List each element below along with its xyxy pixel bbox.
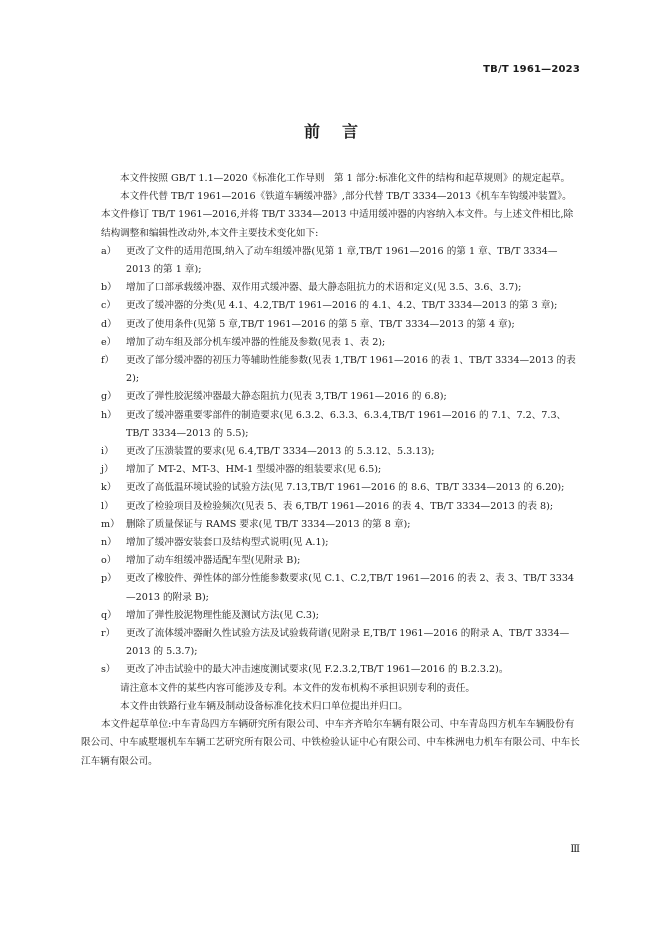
change-item-text: 增加了动车组及部分机车缓冲器的性能及参数(见表 1、表 2); — [126, 336, 386, 348]
technical-changes-list — [101, 243, 581, 680]
change-item — [101, 534, 581, 552]
change-item-label: r） — [101, 628, 116, 640]
change-item-text: 更改了缓冲器重要零部件的制造要求(见 6.3.2、6.3.3、6.3.4,TB/T 1961—2016 的 7.1、7.2、7.3、TB/T 3334—2013 的 5.5); — [126, 409, 567, 439]
change-item — [101, 334, 581, 352]
change-item-label: s） — [101, 664, 116, 676]
change-item — [101, 407, 581, 443]
change-item-text: 更改了冲击试验中的最大冲击速度测试要求(见 F.2.3.2,TB/T 1961—2016 的 B.2.3.2)。 — [126, 664, 509, 676]
change-item-label: a） — [101, 245, 117, 257]
change-item — [101, 625, 581, 661]
change-item — [101, 479, 581, 497]
change-item-label: l） — [101, 500, 114, 512]
proposing-unit: 本文件由铁路行业车辆及制动设备标准化技术归口单位提出并归口。 — [120, 700, 408, 712]
change-item-label: e） — [101, 336, 117, 348]
change-item-label: f） — [101, 355, 115, 367]
change-item-text: 增加了动车组缓冲器适配车型(见附录 B); — [126, 555, 301, 567]
change-item — [101, 297, 581, 315]
change-item-label: m） — [101, 518, 120, 530]
foreword-body — [81, 170, 581, 771]
change-item-label: d） — [101, 318, 117, 330]
change-item — [101, 461, 581, 479]
change-item — [101, 498, 581, 516]
change-item-text: 增加了缓冲器安装套口及结构型式说明(见 A.1); — [126, 537, 329, 549]
change-item-label: h） — [101, 409, 117, 421]
change-item-label: b） — [101, 282, 117, 294]
change-item-label: i） — [101, 446, 114, 458]
change-item-text: 更改了缓冲器的分类(见 4.1、4.2,TB/T 1961—2016 的 4.1、4.2、TB/T 3334—2013 的第 3 章); — [126, 300, 558, 312]
change-item-text: 更改了使用条件(见第 5 章,TB/T 1961—2016 的第 5 章、TB/T 3334—2013 的第 4 章); — [126, 318, 515, 330]
intro-paragraph-2: 本文件代替 TB/T 1961—2016《铁道车辆缓冲器》,部分代替 TB/T 3334—2013《机车车钩缓冲装置》。本文件修订 TB/T 1961—2016,并将 TB/T 3334—2013 中适用缓冲器的内容纳入本文件。与上述文件相比,除结构调整和编辑性改动外,本文件主要技术变化如下: — [101, 191, 574, 239]
patent-notice: 请注意本文件的某些内容可能涉及专利。本文件的发布机构不承担识别专利的责任。 — [120, 682, 475, 694]
change-item-label: o） — [101, 555, 117, 567]
change-item — [101, 316, 581, 334]
drafting-units: 本文件起草单位:中车青岛四方车辆研究所有限公司、中车齐齐哈尔车辆有限公司、中车青岛四方机车车辆股份有限公司、中车戚墅堰机车车辆工艺研究所有限公司、中铁检验认证中心有限公司、中车株洲电力机车有限公司、中车长江车辆有限公司。 — [81, 719, 580, 767]
change-item-text: 增加了 MT-2、MT-3、HM-1 型缓冲器的组装要求(见 6.5); — [126, 464, 382, 476]
change-item-label: c） — [101, 300, 116, 312]
change-item — [101, 388, 581, 406]
change-item-text: 更改了压溃装置的要求(见 6.4,TB/T 3334—2013 的 5.3.12、5.3.13); — [126, 446, 435, 458]
change-item-label: n） — [101, 537, 117, 549]
change-item — [101, 552, 581, 570]
change-item-text: 更改了流体缓冲器耐久性试验方法及试验载荷谱(见附录 E,TB/T 1961—2016 的附录 A、TB/T 3334—2013 的 5.3.7); — [126, 628, 570, 658]
change-item-text: 更改了高低温环境试验的试验方法(见 7.13,TB/T 1961—2016 的 8.6、TB/T 3334—2013 的 6.20); — [126, 482, 565, 494]
change-item-label: q） — [101, 609, 117, 621]
change-item — [101, 516, 581, 534]
change-item-label: j） — [101, 464, 114, 476]
change-item-label: g） — [101, 391, 117, 403]
change-item — [101, 661, 581, 679]
change-item-text: 更改了弹性胶泥缓冲器最大静态阻抗力(见表 3,TB/T 1961—2016 的 6.8); — [126, 391, 447, 403]
change-item — [101, 443, 581, 461]
change-item — [101, 352, 581, 388]
change-item-text: 更改了检验项目及检验频次(见表 5、表 6,TB/T 1961—2016 的表 4、TB/T 3334—2013 的表 8); — [126, 500, 554, 512]
change-item-text: 删除了质量保证与 RAMS 要求(见 TB/T 3334—2013 的第 8 章); — [126, 518, 411, 530]
change-item-label: p） — [101, 573, 117, 585]
change-item — [101, 243, 581, 279]
change-item-text: 更改了橡胶件、弹性体的部分性能参数要求(见 C.1、C.2,TB/T 1961—2016 的表 2、表 3、TB/T 3334—2013 的附录 B); — [126, 573, 575, 603]
document-code: TB/T 1961—2023 — [483, 64, 580, 75]
change-item-label: k） — [101, 482, 117, 494]
change-item — [101, 279, 581, 297]
page-number: Ⅲ — [570, 844, 580, 855]
change-item-text: 更改了部分缓冲器的初压力等辅助性能参数(见表 1,TB/T 1961—2016 的表 1、TB/T 3334—2013 的表 2); — [126, 355, 576, 385]
intro-paragraph-1: 本文件按照 GB/T 1.1—2020《标准化工作导则 第 1 部分:标准化文件的结构和起草规则》的规定起草。 — [120, 173, 571, 184]
page-title: 前言 — [303, 122, 380, 141]
change-item-text: 增加了弹性胶泥物理性能及测试方法(见 C.3); — [126, 609, 320, 621]
change-item — [101, 607, 581, 625]
change-item-text: 更改了文件的适用范围,纳入了动车组缓冲器(见第 1 章,TB/T 1961—2016 的第 1 章、TB/T 3334—2013 的第 1 章); — [126, 245, 558, 276]
change-item-text: 增加了口部承载缓冲器、双作用式缓冲器、最大静态阻抗力的术语和定义(见 3.5、3.6、3.7); — [126, 282, 522, 294]
change-item — [101, 570, 581, 606]
